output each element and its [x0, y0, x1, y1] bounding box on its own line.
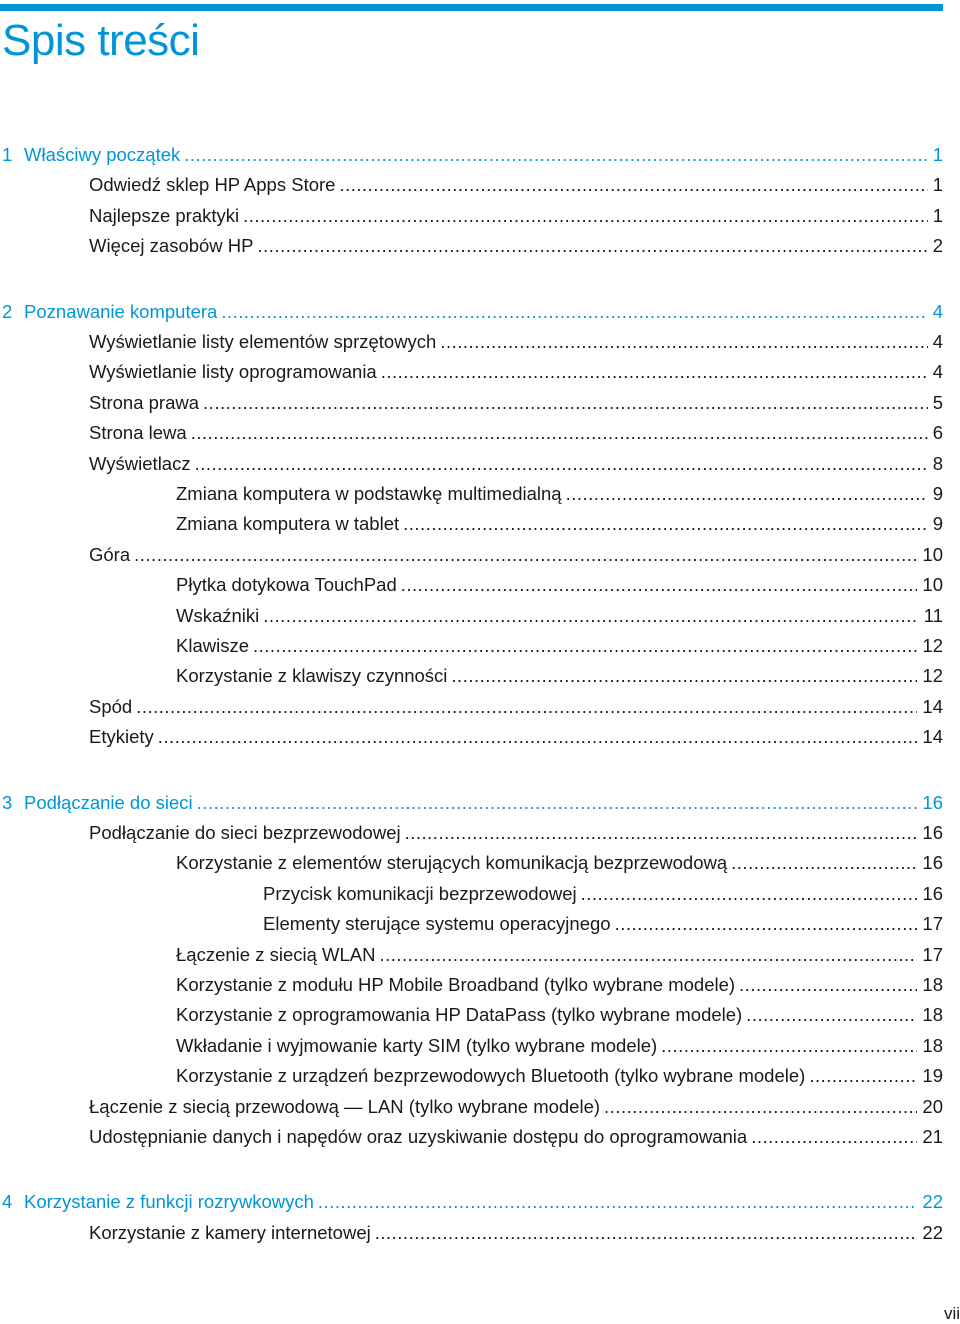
- toc-entry[interactable]: [263, 879, 943, 909]
- toc-entry[interactable]: [176, 479, 943, 509]
- toc-entry-label: Strona lewa: [89, 422, 187, 444]
- toc-entry[interactable]: [176, 970, 943, 1000]
- toc-entry-page: 12: [922, 635, 943, 656]
- toc-entry-label: Płytka dotykowa TouchPad: [176, 574, 397, 596]
- toc-chapter-number: 3: [2, 791, 13, 813]
- toc-entry[interactable]: [89, 231, 943, 261]
- toc-entry[interactable]: [89, 1122, 943, 1152]
- toc-entry-label: Łączenie z siecią WLAN: [176, 943, 376, 965]
- toc-entry-label: Etykiety: [89, 726, 154, 748]
- toc-entry-label: Korzystanie z klawiszy czynności: [176, 665, 448, 687]
- toc-leader-dots: [203, 388, 928, 418]
- toc-entry-label: Podłączanie do sieci: [24, 791, 193, 813]
- toc-entry-page: 10: [922, 574, 943, 596]
- toc-entry-label: Przycisk komunikacji bezprzewodowej: [263, 882, 577, 904]
- toc-entry-label: Wskaźniki: [176, 604, 260, 626]
- toc-entry-label: Podłączanie do sieci bezprzewodowej: [89, 822, 401, 843]
- toc-entry-label: Strona prawa: [89, 391, 200, 413]
- toc-entry-page: 16: [922, 822, 943, 843]
- toc-entry-page: 20: [922, 1095, 943, 1117]
- toc-chapter-entry[interactable]: [2, 788, 943, 818]
- toc-entry-label: Wkładanie i wyjmowanie karty SIM (tylko wybrane modele): [176, 1034, 658, 1056]
- toc-leader-dots: [221, 297, 927, 327]
- toc-entry-page: 10: [922, 543, 943, 565]
- toc-entry-page: 18: [922, 974, 943, 995]
- toc-leader-dots: [746, 1000, 917, 1030]
- toc-leader-dots: [661, 1031, 917, 1061]
- toc-leader-dots: [197, 788, 918, 818]
- toc-leader-dots: [604, 1092, 917, 1122]
- toc-entry[interactable]: [89, 692, 943, 722]
- toc-leader-dots: [136, 692, 917, 722]
- toc-entry-page: 19: [922, 1065, 943, 1087]
- toc-entry[interactable]: [176, 601, 943, 631]
- toc-leader-dots: [253, 631, 917, 661]
- toc-entry-label: Udostępnianie danych i napędów oraz uzyskiwanie dostępu do oprogramowania: [89, 1126, 748, 1147]
- toc-entry[interactable]: [176, 940, 943, 970]
- toc-entry[interactable]: [89, 818, 943, 848]
- toc-entry[interactable]: [89, 170, 943, 200]
- toc-entry-label: Odwiedź sklep HP Apps Store: [89, 174, 336, 196]
- toc-leader-dots: [751, 1122, 917, 1152]
- toc-entry-page: 22: [922, 1191, 943, 1213]
- toc-entry-page: 9: [932, 513, 943, 535]
- toc-entry[interactable]: [176, 848, 943, 878]
- toc-leader-dots: [191, 418, 928, 448]
- toc-entry-page: 4: [932, 361, 943, 383]
- toc-entry-page: 6: [932, 422, 943, 444]
- toc-entry[interactable]: [176, 631, 943, 661]
- toc-entry[interactable]: [176, 1000, 943, 1030]
- toc-entry-page: 18: [922, 1004, 943, 1026]
- toc-entry-page: 16: [922, 852, 943, 874]
- toc-chapter-entry[interactable]: [2, 297, 943, 327]
- toc-entry[interactable]: [89, 1092, 943, 1122]
- toc-entry-page: 16: [922, 791, 943, 813]
- toc-entry[interactable]: [263, 909, 943, 939]
- toc-entry[interactable]: [89, 540, 943, 570]
- toc-leader-dots: [581, 879, 918, 909]
- toc-entry-page: 17: [922, 943, 943, 965]
- toc-entry-page: 1: [932, 144, 943, 165]
- toc-entry-page: 4: [932, 331, 943, 352]
- toc-leader-dots: [318, 1187, 918, 1217]
- toc-leader-dots: [403, 509, 928, 539]
- toc-entry-label: Zmiana komputera w podstawkę multimedialną: [176, 483, 562, 504]
- toc-entry-label: Najlepsze praktyki: [89, 204, 240, 226]
- toc-entry-label: Właściwy początek: [24, 144, 181, 165]
- toc-entry-label: Korzystanie z elementów sterujących komunikacją bezprzewodową: [176, 852, 728, 874]
- toc-entry-label: Korzystanie z oprogramowania HP DataPass (tylko wybrane modele): [176, 1004, 743, 1026]
- toc-entry-label: Poznawanie komputera: [24, 300, 218, 322]
- toc-leader-dots: [184, 140, 927, 170]
- toc-entry-label: Zmiana komputera w tablet: [176, 513, 400, 535]
- toc-chapter-entry[interactable]: [2, 1187, 943, 1217]
- toc-entry-label: Korzystanie z modułu HP Mobile Broadband (tylko wybrane modele): [176, 974, 736, 995]
- toc-entry-label: Wyświetlanie listy oprogramowania: [89, 361, 377, 383]
- toc-leader-dots: [379, 940, 917, 970]
- toc-entry[interactable]: [176, 570, 943, 600]
- toc-leader-dots: [258, 231, 928, 261]
- toc-entry[interactable]: [89, 201, 943, 231]
- toc-leader-dots: [451, 661, 917, 691]
- toc-entry[interactable]: [176, 509, 943, 539]
- toc-entry[interactable]: [176, 1031, 943, 1061]
- toc-entry-label: Góra: [89, 543, 131, 565]
- toc-entry[interactable]: [89, 722, 943, 752]
- toc-leader-dots: [405, 818, 918, 848]
- toc-chapter-number: 4: [2, 1191, 13, 1213]
- toc-entry-label: Łączenie z siecią przewodową — LAN (tylko wybrane modele): [89, 1095, 601, 1117]
- toc-entry-page: 16: [922, 882, 943, 904]
- toc-chapter-entry[interactable]: [2, 140, 943, 170]
- toc-leader-dots: [809, 1061, 917, 1091]
- toc-leader-dots: [134, 540, 917, 570]
- toc-entry-label: Spód: [89, 695, 133, 717]
- toc-leader-dots: [195, 449, 928, 479]
- page-title: Spis treści: [2, 16, 200, 65]
- toc-entry-label: Elementy sterujące systemu operacyjnego: [263, 913, 611, 935]
- toc-entry-page: 21: [922, 1126, 943, 1147]
- toc-leader-dots: [339, 170, 927, 200]
- toc-entry-page: 14: [922, 726, 943, 748]
- toc-leader-dots: [375, 1218, 918, 1248]
- toc-entry[interactable]: [89, 418, 943, 448]
- toc-chapter-number: 2: [2, 300, 13, 322]
- toc-leader-dots: [243, 201, 928, 231]
- toc-entry[interactable]: [176, 661, 943, 691]
- toc-entry-label: Więcej zasobów HP: [89, 235, 254, 257]
- toc-entry[interactable]: [89, 357, 943, 387]
- toc-entry-page: 1: [932, 204, 943, 226]
- toc-leader-dots: [566, 479, 928, 509]
- toc-entry-page: 17: [922, 913, 943, 935]
- toc-entry-page: 2: [932, 235, 943, 257]
- toc-entry[interactable]: [89, 449, 943, 479]
- toc-leader-dots: [731, 848, 917, 878]
- toc-leader-dots: [158, 722, 918, 752]
- toc-leader-dots: [401, 570, 918, 600]
- toc-entry-label: Korzystanie z urządzeń bezprzewodowych Bluetooth (tylko wybrane modele): [176, 1065, 806, 1087]
- toc-chapter-number: 1: [2, 144, 13, 165]
- toc-entry-page: 14: [922, 695, 943, 717]
- toc-entry[interactable]: [89, 327, 943, 357]
- toc-entry-page: 1: [932, 174, 943, 196]
- toc-entry-page: 18: [922, 1034, 943, 1056]
- toc-leader-dots: [739, 970, 917, 1000]
- toc-entry-page: 8: [932, 452, 943, 474]
- toc-entry-label: Klawisze: [176, 635, 249, 656]
- toc-entry[interactable]: [89, 1218, 943, 1248]
- toc-leader-dots: [615, 909, 918, 939]
- toc-entry-label: Korzystanie z funkcji rozrywkowych: [24, 1191, 314, 1213]
- toc-entry-page: 4: [932, 300, 943, 322]
- toc-entry-label: Wyświetlacz: [89, 452, 191, 474]
- toc-entry[interactable]: [89, 388, 943, 418]
- toc-entry-page: 5: [932, 391, 943, 413]
- toc-entry-page: 9: [932, 483, 943, 504]
- toc-entry-page: 11: [923, 604, 943, 626]
- toc-entry-label: Wyświetlanie listy elementów sprzętowych: [89, 331, 437, 352]
- toc-entry-page: 22: [922, 1221, 943, 1243]
- toc-entry-label: Korzystanie z kamery internetowej: [89, 1221, 371, 1243]
- page-number: vii: [943, 1304, 960, 1323]
- toc-leader-dots: [263, 601, 919, 631]
- toc-entry[interactable]: [176, 1061, 943, 1091]
- toc-leader-dots: [381, 357, 928, 387]
- toc-leader-dots: [440, 327, 927, 357]
- toc-entry-page: 12: [922, 665, 943, 687]
